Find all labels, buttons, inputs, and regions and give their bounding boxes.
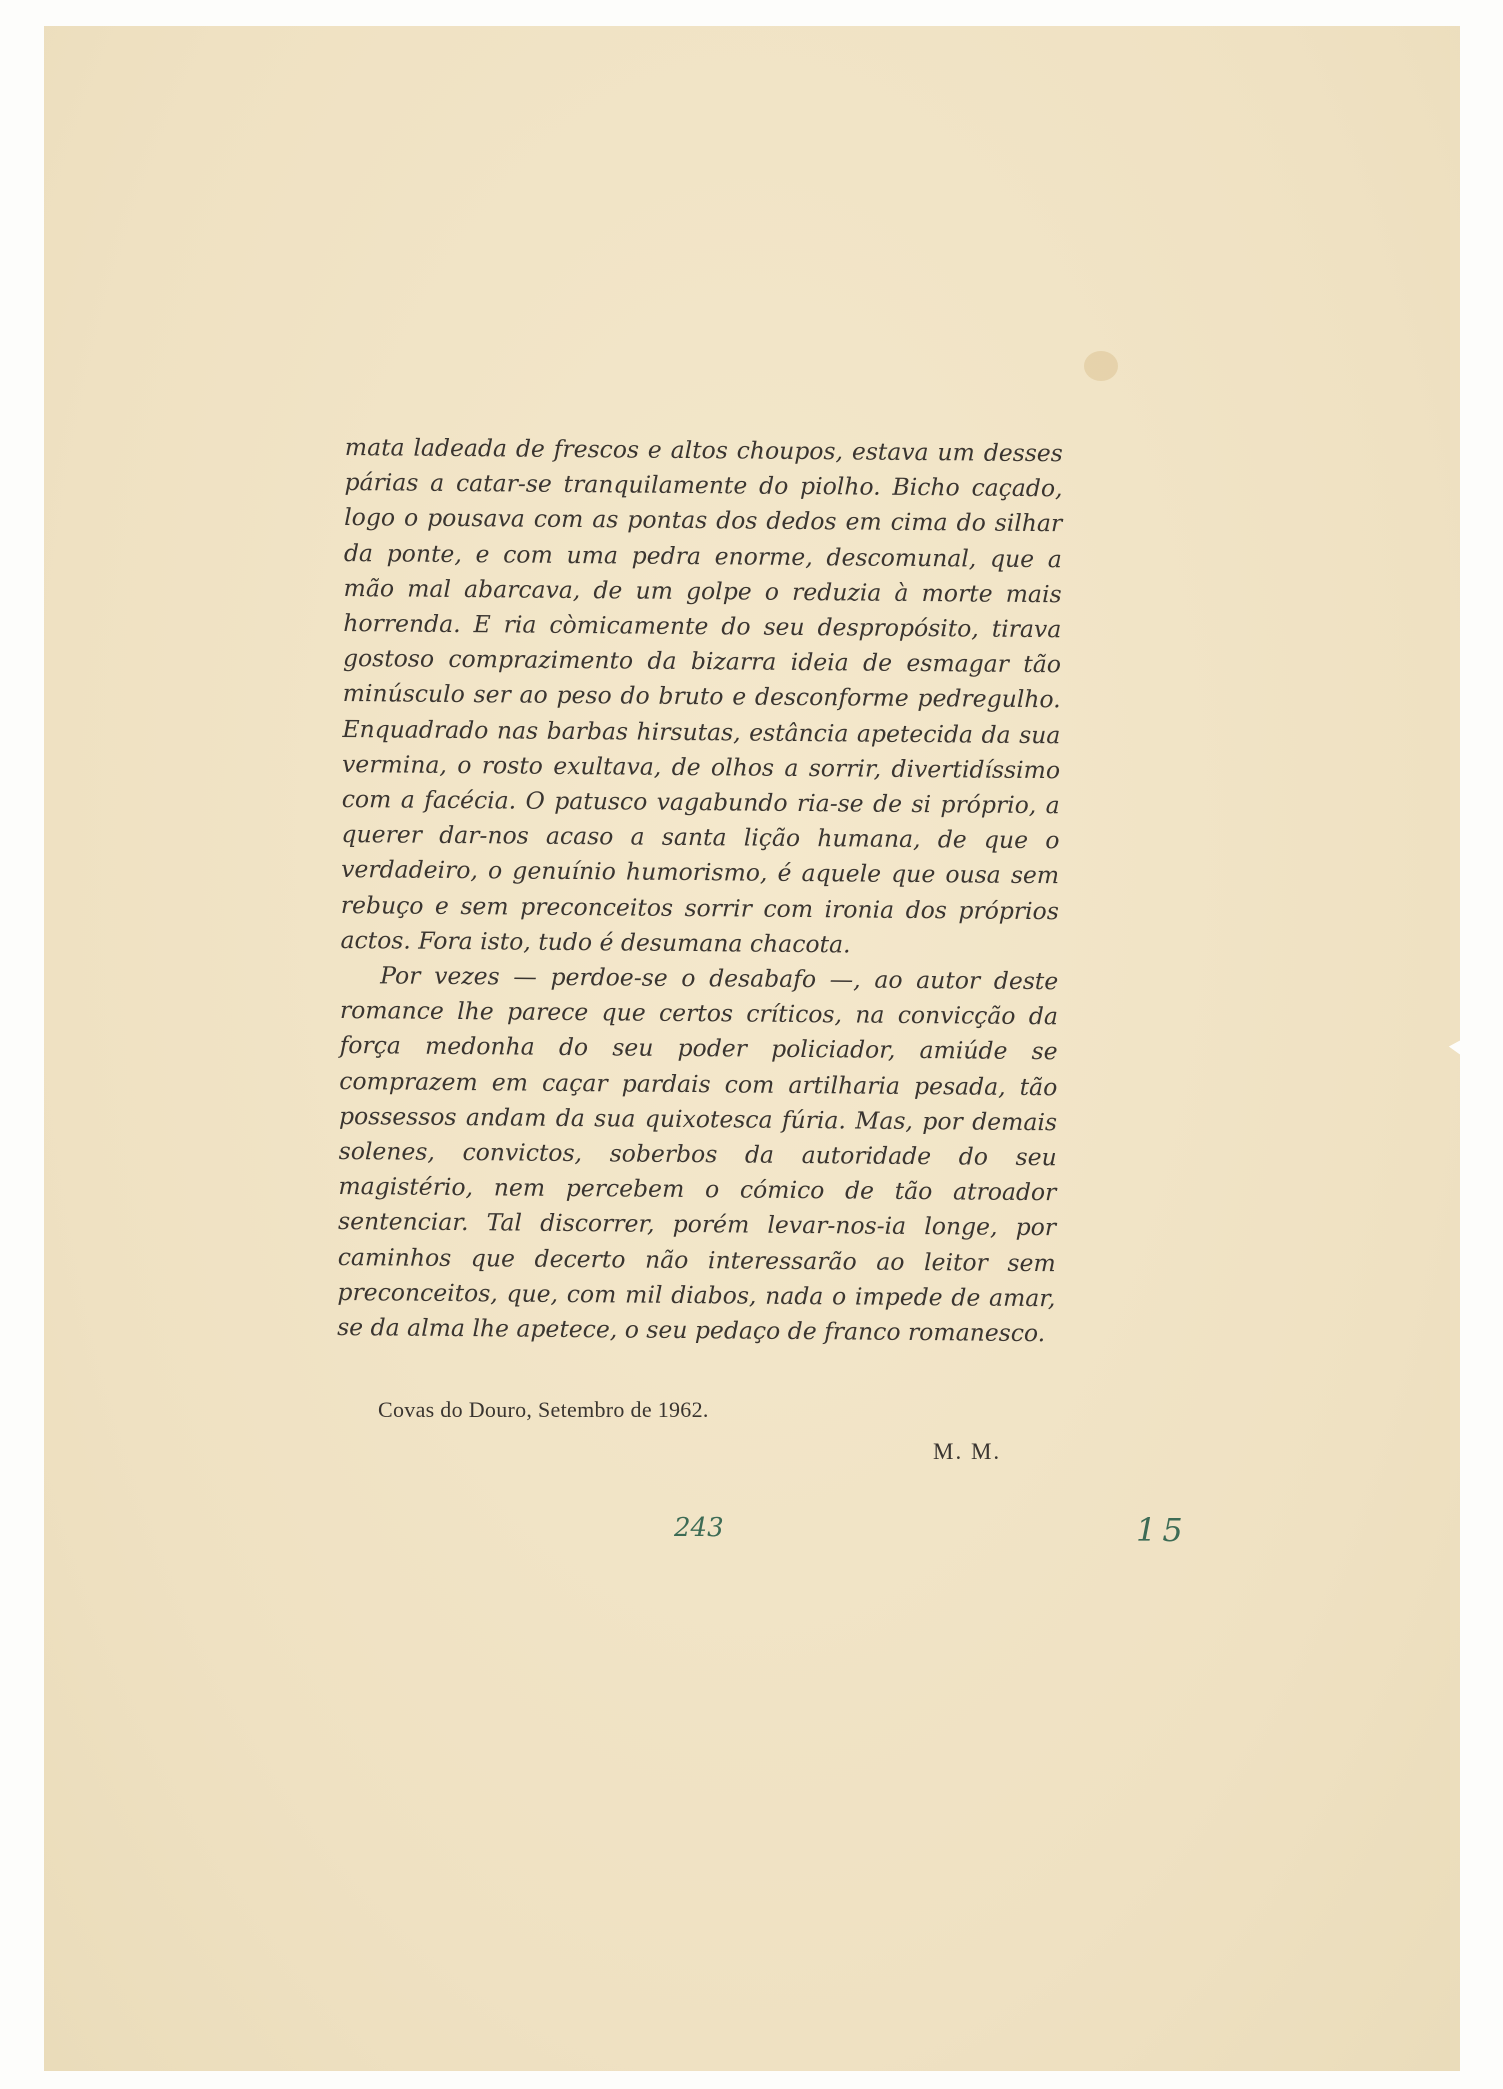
handwritten-folio-number: 15 bbox=[1136, 1511, 1189, 1549]
paragraph-2: Por vezes — perdoe-se o desabafo —, ao autor deste romance lhe parece que certos críticos, na convicção da força medonha do seu poder policiador, amiúde se comprazem em caçar pardais com artilharia pesada, tão possessos andam da sua quixotesca fúria. Mas, por demais solenes, convictos, soberbos da autoridade do seu magistério, nem percebem o cómico de tão atroador sentenciar. Tal discorrer, porém levar-nos-ia longe, por caminhos que decerto não interessarão ao leitor sem preconceitos, que, com mil diabos, nada o impede de amar, se da alma lhe apetece, o seu pedaço de franco romanesco. bbox=[337, 961, 1059, 1348]
paper-stain bbox=[1084, 351, 1118, 381]
author-initials: M. M. bbox=[933, 1439, 1002, 1464]
paragraph-1: mata ladeada de frescos e altos choupos, estava um desses párias a catar-se tranquilamente do piolho. Bicho caçado, logo o pousava com as pontas dos dedos em cima do silhar da ponte, e com uma pedra enorme, descomunal, que a mão mal abarcava, de um golpe o reduzia à morte mais horrenda. E ria còmicamente do seu despropósito, tirava gostoso comprazimento da bizarra ideia de esmagar tão minúsculo ser ao peso do bruto e desconforme pedregulho. Enquadrado nas barbas hirsutas, estância apetecida da sua vermina, o rosto exultava, de olhos a sorrir, divertidíssimo com a facécia. O patusco vagabundo ria-se de si próprio, a querer dar-nos acaso a santa lição humana, de que o verdadeiro, o genuínio humorismo, é aquele que ousa sem rebuço e sem preconceitos sorrir com ironia dos próprios actos. Fora isto, tudo é desumana chacota. bbox=[340, 432, 1063, 959]
place-date: Covas do Douro, Setembro de 1962. bbox=[378, 1397, 709, 1422]
body-text bbox=[337, 430, 1063, 1352]
handwritten-page-number: 243 bbox=[674, 1513, 724, 1543]
